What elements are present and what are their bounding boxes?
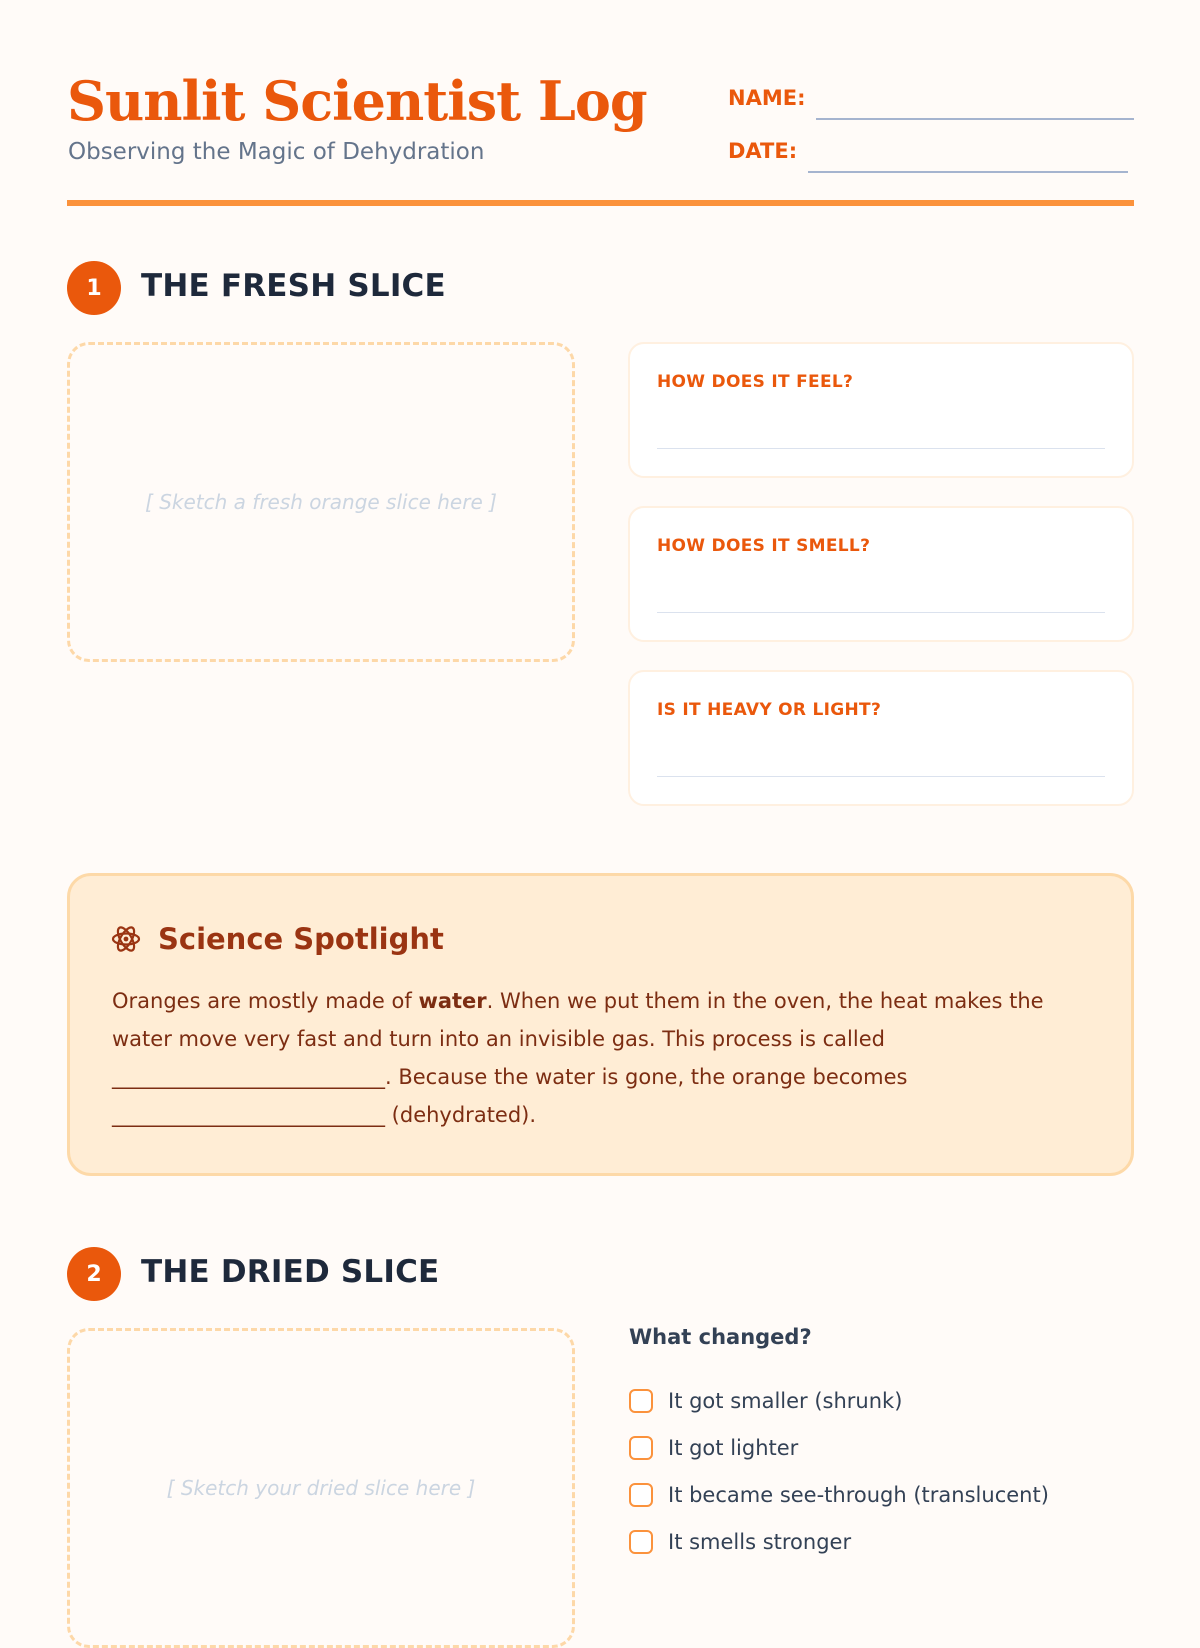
question-card-smell <box>628 506 1134 642</box>
fresh-sketch-hint: [ Sketch a fresh orange slice here ] <box>145 490 497 514</box>
name-field[interactable] <box>816 118 1134 120</box>
spotlight-bold-word: water <box>418 989 487 1013</box>
question-card-feel <box>628 342 1134 478</box>
checklist-label: It got smaller (shrunk) <box>668 1389 903 1413</box>
checklist-label: It became see-through (translucent) <box>668 1483 1049 1507</box>
name-label: NAME: <box>728 86 806 110</box>
dried-sketch-area[interactable] <box>67 1328 575 1648</box>
checklist-item-smell[interactable] <box>629 1527 851 1557</box>
section-2-title: THE DRIED SLICE <box>141 1254 440 1290</box>
section-1-title: THE FRESH SLICE <box>141 268 446 304</box>
checklist-label: It smells stronger <box>668 1530 852 1554</box>
date-label: DATE: <box>728 139 798 163</box>
fresh-sketch-area[interactable] <box>67 342 575 662</box>
question-label-feel: HOW DOES IT FEEL? <box>657 372 854 392</box>
checkbox[interactable] <box>629 1436 653 1460</box>
checkbox[interactable] <box>629 1530 653 1554</box>
what-changed-question: What changed? <box>629 1325 812 1349</box>
atom-icon <box>110 923 142 955</box>
checklist-item-shrunk[interactable] <box>629 1386 902 1416</box>
checklist-item-translucent[interactable] <box>629 1480 1049 1510</box>
spotlight-title: Science Spotlight <box>158 922 444 956</box>
question-label-smell: HOW DOES IT SMELL? <box>657 536 871 556</box>
question-label-weight: IS IT HEAVY OR LIGHT? <box>657 700 882 720</box>
checklist-label: It got lighter <box>668 1436 799 1460</box>
page-subtitle: Observing the Magic of Dehydration <box>68 139 485 165</box>
checklist-item-lighter[interactable] <box>629 1433 798 1463</box>
fill-blank-1[interactable]: __________________________ <box>112 1065 385 1089</box>
dried-sketch-hint: [ Sketch your dried slice here ] <box>166 1476 476 1500</box>
answer-line-smell[interactable] <box>657 612 1105 613</box>
date-field[interactable] <box>808 171 1128 173</box>
checkbox[interactable] <box>629 1389 653 1413</box>
section-2-badge: 2 <box>67 1247 121 1301</box>
page-title: Sunlit Scientist Log <box>67 69 647 133</box>
fill-blank-2[interactable]: __________________________ <box>112 1103 385 1127</box>
checkbox[interactable] <box>629 1483 653 1507</box>
science-spotlight-box <box>67 873 1134 1176</box>
answer-line-weight[interactable] <box>657 776 1105 777</box>
answer-line-feel[interactable] <box>657 448 1105 449</box>
spotlight-text: Oranges are mostly made of water. When we put them in the oven, the heat makes the water move very fast and turn into an invisible gas. This process is called __________________________. Because the water is gone, the orange becomes __________________________ (dehydrated). <box>112 989 1044 1127</box>
header-divider <box>67 200 1134 206</box>
section-1-badge: 1 <box>67 261 121 315</box>
question-card-weight <box>628 670 1134 806</box>
